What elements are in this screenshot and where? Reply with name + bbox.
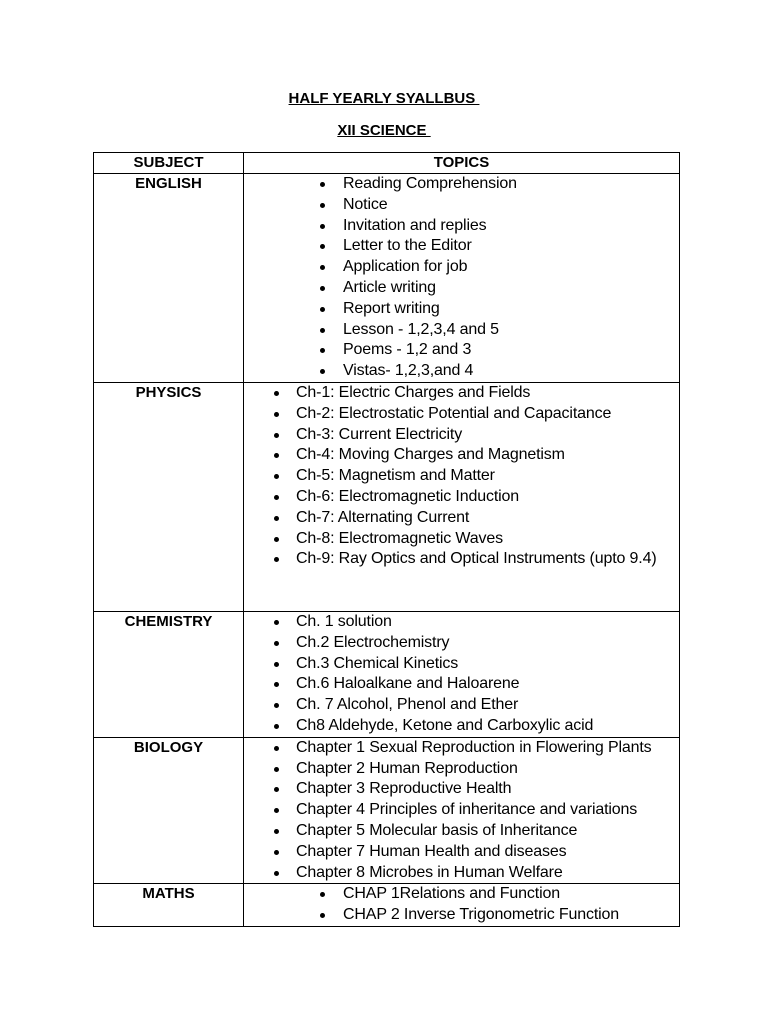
topic-item: Chapter 1 Sexual Reproduction in Flowering Plants — [244, 738, 679, 759]
topic-list — [244, 884, 679, 926]
topic-item: Chapter 4 Principles of inheritance and variations — [244, 800, 679, 821]
syllabus-table — [93, 152, 680, 927]
topic-item: Ch. 1 solution — [244, 612, 679, 633]
topic-item: Ch-9: Ray Optics and Optical Instruments (upto 9.4) — [244, 549, 679, 570]
topic-list — [244, 738, 679, 884]
subject-cell: ENGLISH — [94, 174, 244, 383]
topic-item: Ch-5: Magnetism and Matter — [244, 466, 679, 487]
topic-item: Chapter 7 Human Health and diseases — [244, 842, 679, 863]
topics-cell — [244, 174, 680, 383]
topic-item: Chapter 3 Reproductive Health — [244, 779, 679, 800]
topic-item: Article writing — [244, 278, 679, 299]
table-row-maths — [94, 884, 680, 927]
topic-item: CHAP 2 Inverse Trigonometric Function — [244, 905, 679, 926]
topic-item: Invitation and replies — [244, 216, 679, 237]
topic-item: CHAP 1Relations and Function — [244, 884, 679, 905]
topic-item: Application for job — [244, 257, 679, 278]
topic-item: Ch-1: Electric Charges and Fields — [244, 383, 679, 404]
page-subtitle: XII SCIENCE — [337, 122, 431, 139]
subject-header: SUBJECT — [94, 153, 244, 174]
topics-cell — [244, 737, 680, 884]
topic-item: Chapter 8 Microbes in Human Welfare — [244, 863, 679, 884]
topic-item: Letter to the Editor — [244, 236, 679, 257]
topic-item: Ch.3 Chemical Kinetics — [244, 654, 679, 675]
topic-list — [244, 383, 679, 570]
topics-cell — [244, 383, 680, 612]
topic-item: Ch.6 Haloalkane and Haloarene — [244, 674, 679, 695]
topic-item: Lesson - 1,2,3,4 and 5 — [244, 320, 679, 341]
topic-list — [244, 174, 679, 382]
table-row-physics — [94, 383, 680, 612]
page-title: HALF YEARLY SYALLBUS — [288, 90, 480, 107]
topic-item: Reading Comprehension — [244, 174, 679, 195]
topic-item: Chapter 5 Molecular basis of Inheritance — [244, 821, 679, 842]
topic-item: Ch-4: Moving Charges and Magnetism — [244, 445, 679, 466]
topic-item: Ch.2 Electrochemistry — [244, 633, 679, 654]
table-row-english — [94, 174, 680, 383]
topic-item: Chapter 2 Human Reproduction — [244, 759, 679, 780]
table-row-biology — [94, 737, 680, 884]
topic-item: Ch-7: Alternating Current — [244, 508, 679, 529]
topic-item: Ch-6: Electromagnetic Induction — [244, 487, 679, 508]
topic-item: Ch. 7 Alcohol, Phenol and Ether — [244, 695, 679, 716]
table-row-chemistry — [94, 612, 680, 738]
topic-list — [244, 612, 679, 737]
subject-cell: PHYSICS — [94, 383, 244, 612]
topic-item: Ch-3: Current Electricity — [244, 425, 679, 446]
table-header-row — [94, 153, 680, 174]
subject-cell: CHEMISTRY — [94, 612, 244, 738]
topic-item: Report writing — [244, 299, 679, 320]
topics-cell — [244, 612, 680, 738]
topics-cell — [244, 884, 680, 927]
topic-item: Ch-2: Electrostatic Potential and Capacitance — [244, 404, 679, 425]
topic-item: Ch8 Aldehyde, Ketone and Carboxylic acid — [244, 716, 679, 737]
subject-cell: BIOLOGY — [94, 737, 244, 884]
topic-item: Vistas- 1,2,3,and 4 — [244, 361, 679, 382]
topics-header: TOPICS — [244, 153, 680, 174]
topic-item: Poems - 1,2 and 3 — [244, 340, 679, 361]
topic-item: Notice — [244, 195, 679, 216]
topic-item: Ch-8: Electromagnetic Waves — [244, 529, 679, 550]
subject-cell: MATHS — [94, 884, 244, 927]
